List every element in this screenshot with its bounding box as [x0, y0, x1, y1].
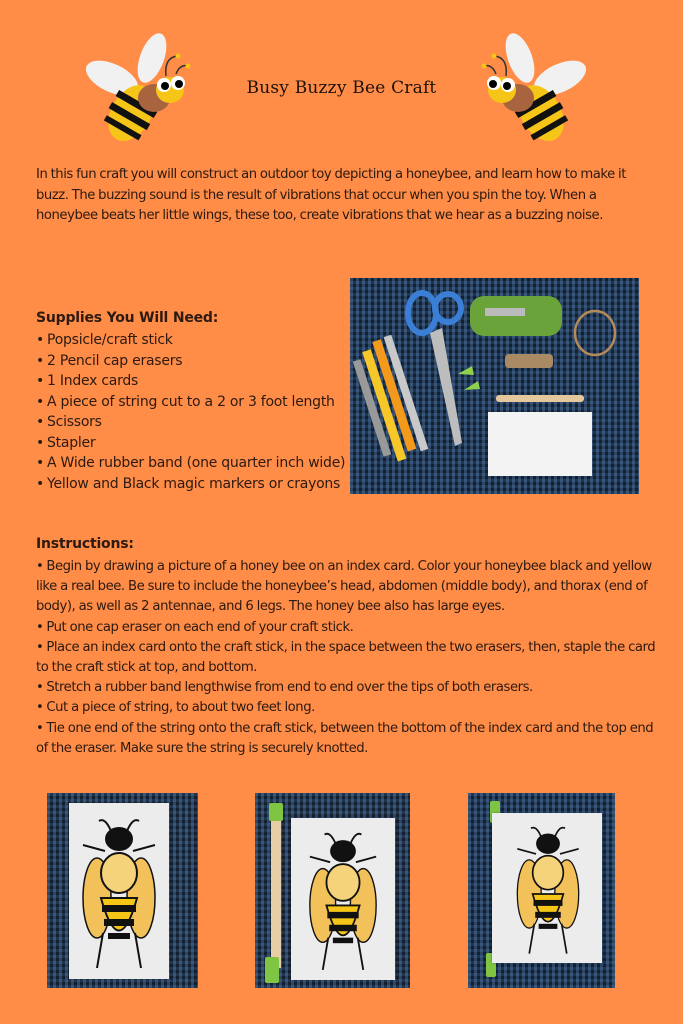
supplies-list	[36, 330, 345, 494]
bee-drawing	[69, 803, 169, 979]
step-photo-3	[468, 793, 615, 988]
supplies-heading: Supplies You Will Need:	[36, 310, 219, 326]
list-item: • A Wide rubber band (one quarter inch wide)	[36, 455, 346, 471]
list-item: • Tie one end of the string onto the craft stick, between the bottom of the index card and the top end of the eraser. Make sure the string is securely knotted.	[36, 720, 654, 756]
page-title: Busy Buzzy Bee Craft	[246, 78, 437, 98]
list-item: • Scissors	[36, 414, 102, 430]
supplies-photo	[350, 278, 639, 494]
step-photo-1	[47, 793, 198, 988]
list-item: • 2 Pencil cap erasers	[36, 352, 183, 369]
list-item: • Cut a piece of string, to about two feet long.	[36, 700, 315, 716]
bee-drawing	[496, 813, 600, 963]
instructions-heading: Instructions:	[36, 536, 134, 552]
list-item: • Stapler	[36, 434, 96, 451]
list-item: • Stretch a rubber band lengthwise from end to end over the tips of both erasers.	[36, 680, 533, 696]
step-photo-2	[255, 793, 410, 988]
bee-icon	[475, 28, 590, 148]
list-item: • Put one cap eraser on each end of your craft stick.	[36, 619, 354, 635]
list-item: • A piece of string cut to a 2 or 3 foot length	[36, 393, 335, 410]
list-item: • 1 Index cards	[36, 373, 139, 389]
list-item: • Place an index card onto the craft stick, in the space between the two erasers, then, staple the card to the craft stick at top, and bottom.	[36, 639, 656, 676]
bee-drawing	[291, 818, 395, 980]
intro-paragraph: In this fun craft you will construct an outdoor toy depicting a honeybee, and learn how to make it buzz. The buzzing sound is the result of vibrations that occur when you spin the toy. When a honeybee beats her little wings, these too, create vibrations that we hear as a buzzing noise.	[36, 167, 626, 223]
instructions-list	[36, 557, 661, 759]
list-item: • Yellow and Black magic markers or crayons	[36, 475, 341, 492]
list-item: • Begin by drawing a picture of a honey bee on an index card. Color your honeybee black and yellow like a real bee. Be sure to include the honeybee’s head, abdomen (middle body), and thorax (end of body), as well as 2 antennae, and 6 legs. The honey bee also has large eyes.	[36, 559, 652, 615]
list-item: • Popsicle/craft stick	[36, 332, 173, 348]
